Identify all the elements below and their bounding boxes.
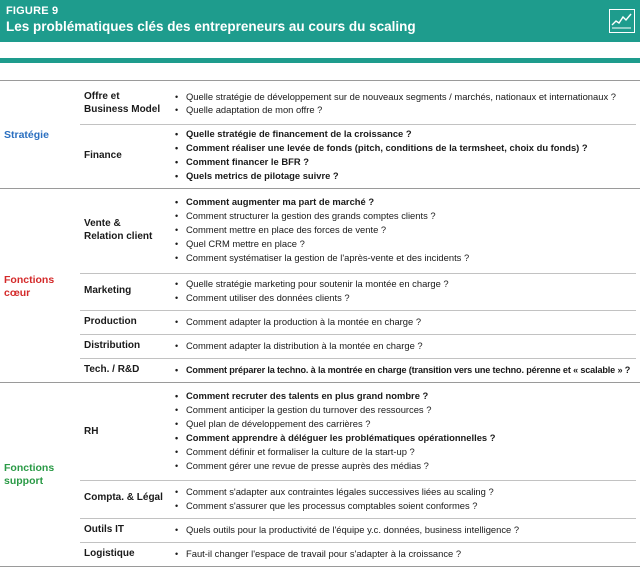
row-label-logistique: Logistique [84, 548, 135, 559]
row-label-production: Production [84, 316, 137, 327]
figure-label: FIGURE 9 [6, 5, 59, 17]
header-accent-strip [0, 58, 640, 63]
question-item: • Comment s'adapter aux contraintes légales successives liées au scaling ? [186, 486, 494, 498]
row-label-vente: Vente & Relation client [84, 218, 153, 242]
group-divider [0, 382, 640, 383]
question-item: • Comment utiliser des données clients ? [186, 292, 350, 304]
question-item: • Comment préparer la techno. à la montrée en charge (transition vers une techno. pérenne et « scalable » ? [186, 364, 630, 376]
category-fonctions-support: Fonctions support [4, 462, 55, 487]
question-item: • Comment réaliser une levée de fonds (pitch, conditions de la termsheet, choix du fonds) ? [186, 142, 588, 154]
row-divider [80, 334, 636, 335]
question-item: • Comment gérer une revue de presse auprès des médias ? [186, 460, 429, 472]
question-item: • Comment définir et formaliser la culture de la start-up ? [186, 446, 415, 458]
question-item: • Quelle stratégie de développement sur de nouveaux segments / marchés, nationaux et internationaux ? [186, 91, 616, 103]
figure-header [0, 0, 640, 42]
row-label-tech-rd: Tech. / R&D [84, 364, 140, 375]
question-item: • Quels metrics de pilotage suivre ? [186, 170, 339, 182]
table-bottom-rule [0, 566, 640, 567]
category-fonctions-coeur: Fonctions cœur [4, 274, 55, 299]
question-item: • Quelle adaptation de mon offre ? [186, 104, 322, 116]
question-item: • Comment augmenter ma part de marché ? [186, 196, 374, 208]
row-divider [80, 124, 636, 125]
row-label-offre: Offre et Business Model [84, 91, 161, 115]
question-item: • Quel CRM mettre en place ? [186, 238, 305, 250]
row-divider [80, 518, 636, 519]
figure-title: Les problématiques clés des entrepreneurs au cours du scaling [6, 19, 416, 34]
question-item: • Comment structurer la gestion des grands comptes clients ? [186, 210, 436, 222]
row-divider [80, 358, 636, 359]
row-label-compta-legal: Compta. & Légal [84, 492, 163, 503]
row-label-outils-it: Outils IT [84, 524, 124, 535]
question-item: • Quels outils pour la productivité de l'équipe y.c. données, business intelligence ? [186, 524, 519, 536]
question-item: • Comment mettre en place des forces de vente ? [186, 224, 386, 236]
question-item: • Comment adapter la production à la montée en charge ? [186, 316, 421, 328]
question-item: • Comment s'assurer que les processus comptables soient conformes ? [186, 500, 478, 512]
question-item: • Quelle stratégie marketing pour soutenir la montée en charge ? [186, 278, 449, 290]
question-item: • Faut-il changer l'espace de travail pour s'adapter à la croissance ? [186, 548, 461, 560]
category-strategie: Stratégie [4, 129, 49, 141]
line-chart-icon [609, 9, 635, 33]
question-item: • Comment financer le BFR ? [186, 156, 309, 168]
question-item: • Comment apprendre à déléguer les problématiques opérationnelles ? [186, 432, 495, 444]
row-divider [80, 480, 636, 481]
row-label-distribution: Distribution [84, 340, 141, 351]
table-top-rule [0, 80, 640, 81]
row-label-rh: RH [84, 426, 99, 437]
row-label-marketing: Marketing [84, 285, 132, 296]
question-item: • Comment adapter la distribution à la montée en charge ? [186, 340, 423, 352]
row-divider [80, 542, 636, 543]
row-divider [80, 273, 636, 274]
question-item: • Comment anticiper la gestion du turnover des ressources ? [186, 404, 431, 416]
row-label-finance: Finance [84, 150, 122, 161]
question-item: • Comment systématiser la gestion de l'après-vente et des incidents ? [186, 252, 469, 264]
question-item: • Comment recruter des talents en plus grand nombre ? [186, 390, 428, 402]
question-item: • Quel plan de développement des carrières ? [186, 418, 371, 430]
row-divider [80, 310, 636, 311]
group-divider [0, 188, 640, 189]
question-item: • Quelle stratégie de financement de la croissance ? [186, 128, 412, 140]
